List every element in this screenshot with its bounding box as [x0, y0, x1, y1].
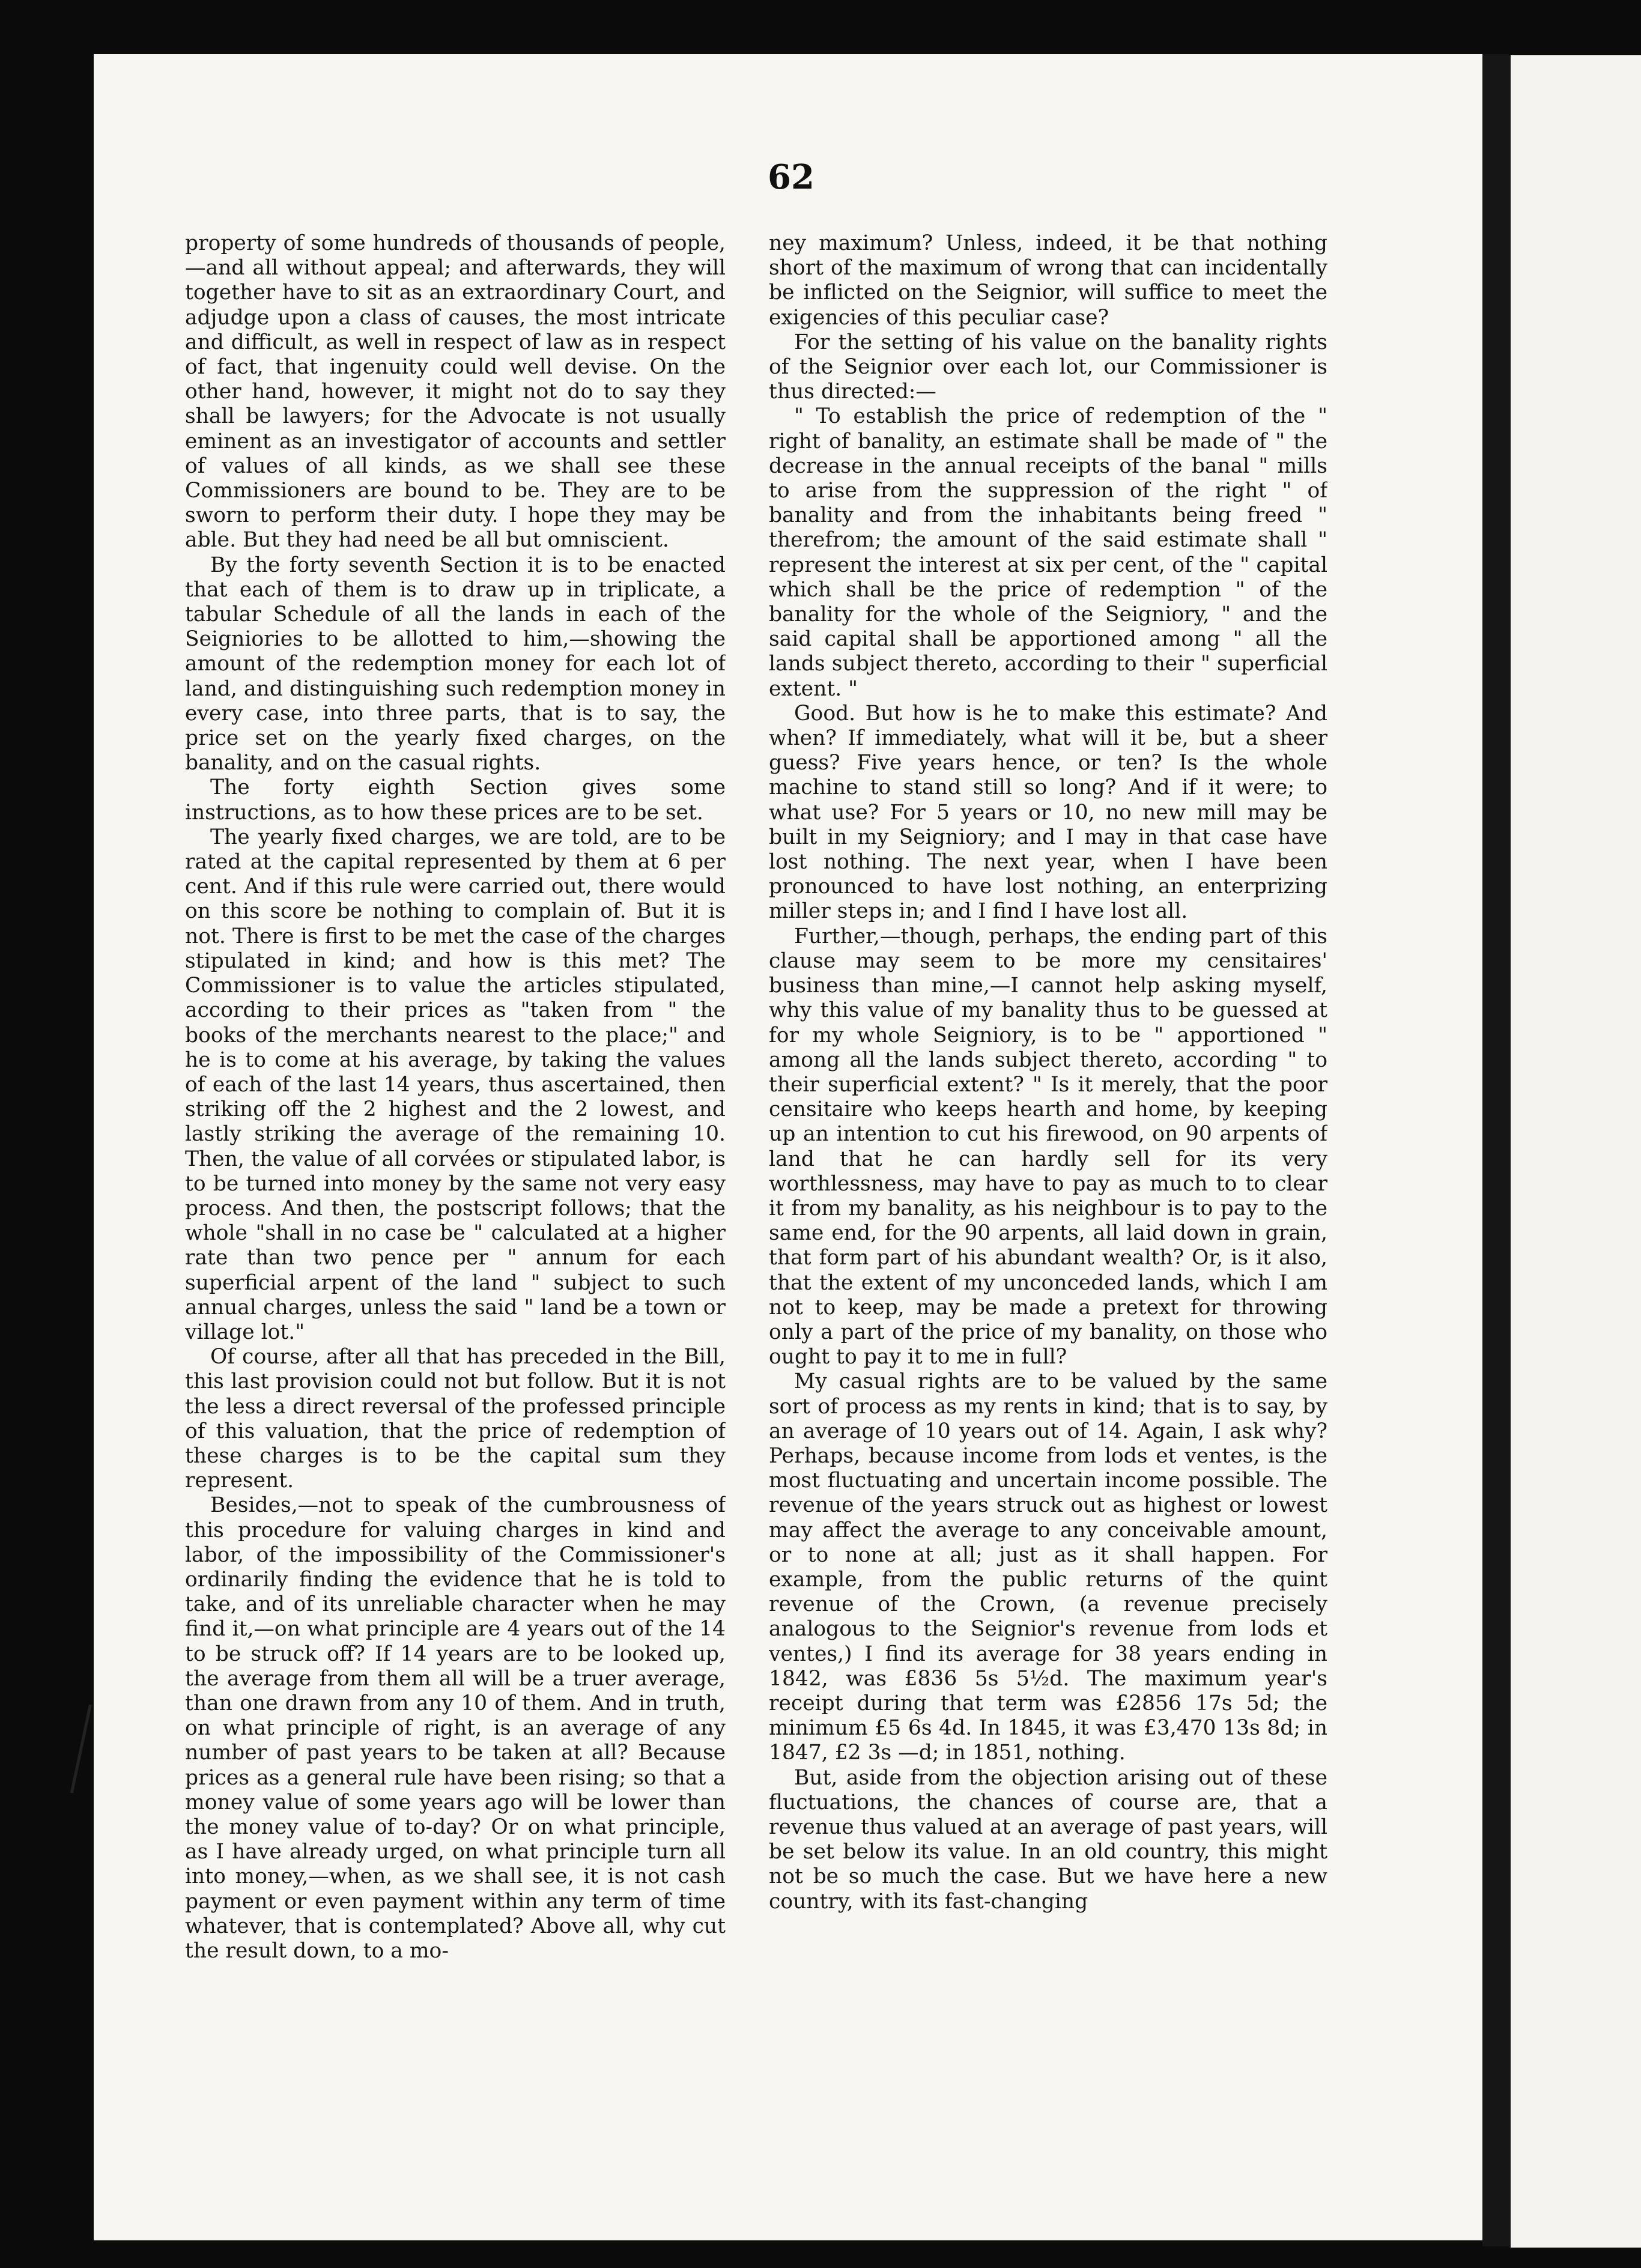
paragraph: The forty eighth Section gives some instructions, as to how these prices are to be set. [185, 775, 726, 825]
page-gutter [1482, 54, 1509, 2246]
paragraph: Besides,—not to speak of the cumbrousness of this procedure for valuing charges in kind and labor, of the impossibility of the Commissioner's ordinarily finding the evidence that he is told to take, and of its unreliable character when he may find it,—on what principle are 4 years out of the 14 to be struck off? If 14 years are to be looked up, the average from them all will be a truer average, than one drawn from any 10 of them. And in truth, on what principle of right, is an average of any number of past years to be taken at all? Because prices as a general rule have been rising; so that a money value of some years ago will be lower than the money value of to-day? Or on what principle, as I have already urged, on what principle turn all into money,—when, as we shall see, it is not cash payment or even payment within any term of time whatever, that is contemplated? Above all, why cut the result down, to a mo- [185, 1493, 726, 1963]
paragraph: Further,—though, perhaps, the ending part of this clause may seem to be more my censitaires' business than mine,—I cannot help asking myself, why this value of my banality thus to be guessed at for my whole Seigniory, is to be " apportioned " among all the lands subject thereto, according " to their superficial extent? " Is it merely, that the poor censitaire who keeps hearth and home, by keeping up an intention to cut his firewood, on 90 arpents of land that he can hardly sell for its very worthlessness, may have to pay as much to to clear it from my banality, as his neighbour is to pay to the same end, for the 90 arpents, all laid down in grain, that form part of his abundant wealth? Or, is it also, that the extent of my unconceded lands, which I am not to keep, may be made a pretext for throwing only a part of the price of my banality, on those who ought to pay it to me in full? [769, 924, 1327, 1369]
paragraph: The yearly fixed charges, we are told, are to be rated at the capital represented by them at 6 per cent. And if this rule were carried out, there would on this score be nothing to complain of. But it is not. There is first to be met the case of the charges stipulated in kind; and how is this met? The Commissioner is to value the articles stipulated, according to their prices as "taken from " the books of the merchants nearest to the place;" and he is to come at his average, by taking the values of each of the last 14 years, thus ascertained, then striking off the 2 highest and the 2 lowest, and lastly striking the average of the remaining 10. Then, the value of all corvées or stipulated labor, is to be turned into money by the same not very easy process. And then, the postscript follows; that the whole "shall in no case be " calculated at a higher rate than two pence per " annum for each superficial arpent of the land " subject to such annual charges, unless the said " land be a town or village lot." [185, 825, 726, 1344]
facing-page-edge [1509, 55, 1641, 2248]
left-column [185, 231, 726, 2087]
page-number: 62 [768, 157, 814, 197]
quoted-clause: " To establish the price of redemption of the " right of banality, an estimate shall be made of " the decrease in the annual receipts of the banal " mills to arise from the suppression of the right " of banality and from the inhabitants being freed " therefrom; the amount of the said estimate shall " represent the interest at six per cent, of the " capital which shall be the price of redemption " of the banality for the whole of the Seigniory, " and the said capital shall be apportioned among " all the lands subject thereto, according to their " superficial extent. " [769, 404, 1327, 701]
paragraph: My casual rights are to be valued by the same sort of process as my rents in kind; that is to say, by an average of 10 years out of 14. Again, I ask why? Perhaps, because income from lods et ventes, is the most fluctuating and uncertain income possible. The revenue of the years struck out as highest or lowest may affect the average to any conceivable amount, or to none at all; just as it shall happen. For example, from the public returns of the quint revenue of the Crown, (a revenue precisely analogous to the Seignior's revenue from lods et ventes,) I find its average for 38 years ending in 1842, was £836 5s 5½d. The maximum year's receipt during that term was £2856 17s 5d; the minimum £5 6s 4d. In 1845, it was £3,470 13s 8d; in 1847, £2 3s —d; in 1851, nothing. [769, 1369, 1327, 1765]
right-column [769, 231, 1327, 2087]
paragraph: Of course, after all that has preceded in the Bill, this last provision could not but follow. But it is not the less a direct reversal of the professed principle of this valuation, that the price of redemption of these charges is to be the capital sum they represent. [185, 1345, 726, 1493]
paragraph: Good. But how is he to make this estimate? And when? If immediately, what will it be, but a sheer guess? Five years hence, or ten? Is the whole machine to stand still so long? And if it were; to what use? For 5 years or 10, no new mill may be built in my Seigniory; and I may in that case have lost nothing. The next year, when I have been pronounced to have lost nothing, an enterprizing miller steps in; and I find I have lost all. [769, 701, 1327, 924]
paragraph: By the forty seventh Section it is to be enacted that each of them is to draw up in triplicate, a tabular Schedule of all the lands in each of the Seigniories to be allotted to him,—showing the amount of the redemption money for each lot of land, and distinguishing such redemption money in every case, into three parts, that is to say, the price set on the yearly fixed charges, on the banality, and on the casual rights. [185, 553, 726, 775]
paragraph: ney maximum? Unless, indeed, it be that nothing short of the maximum of wrong that can incidentally be inflicted on the Seignior, will suffice to meet the exigencies of this peculiar case? [769, 231, 1327, 330]
paragraph: For the setting of his value on the banality rights of the Seignior over each lot, our Commissioner is thus directed:— [769, 330, 1327, 404]
paragraph: property of some hundreds of thousands of people,—and all without appeal; and afterwards, they will together have to sit as an extraordinary Court, and adjudge upon a class of causes, the most intricate and difficult, as well in respect of law as in respect of fact, that ingenuity could well devise. On the other hand, however, it might not do to say they shall be lawyers; for the Advocate is not usually eminent as an investigator of accounts and settler of values of all kinds, as we shall see these Commissioners are bound to be. They are to be sworn to perform their duty. I hope they may be able. But they had need be all but omniscient. [185, 231, 726, 553]
paragraph: But, aside from the objection arising out of these fluctuations, the chances of course are, that a revenue thus valued at an average of past years, will be set below its value. In an old country, this might not be so much the case. But we have here a new country, with its fast-changing [769, 1765, 1327, 1914]
